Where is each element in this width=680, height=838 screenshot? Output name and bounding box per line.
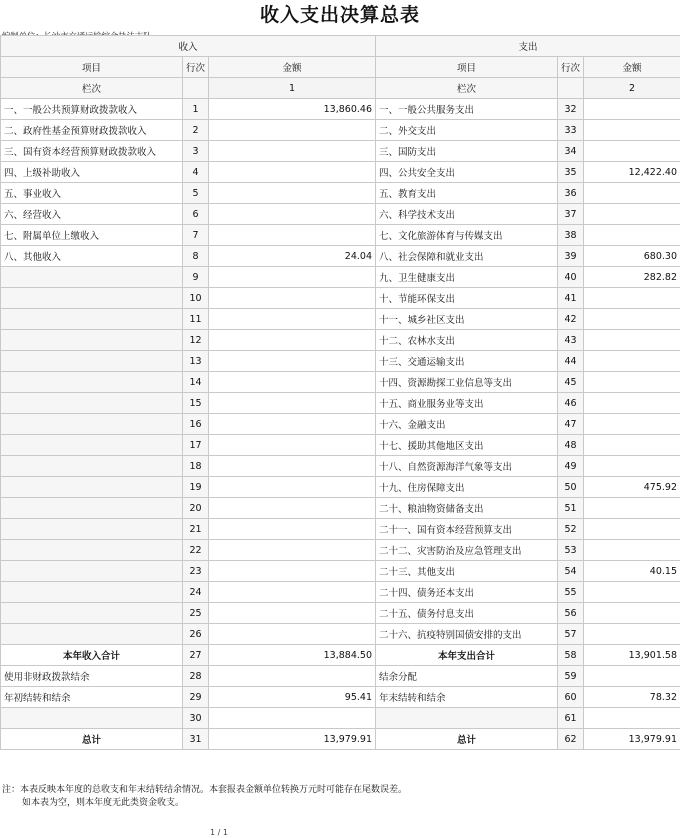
income-amount — [209, 477, 376, 498]
income-item — [1, 414, 183, 435]
income-rowno: 27 — [183, 645, 209, 666]
income-item — [1, 624, 183, 645]
expense-rowno: 34 — [558, 141, 584, 162]
expense-amount-header: 金额 — [584, 57, 680, 78]
expense-rowno: 36 — [558, 183, 584, 204]
expense-rowno: 43 — [558, 330, 584, 351]
income-amount — [209, 204, 376, 225]
income-item — [1, 561, 183, 582]
expense-item: 二十五、债务付息支出 — [376, 603, 558, 624]
expense-item: 七、文化旅游体育与传媒支出 — [376, 225, 558, 246]
income-rowno: 5 — [183, 183, 209, 204]
expense-item: 结余分配 — [376, 666, 558, 687]
income-amount — [209, 309, 376, 330]
table-row — [1, 666, 680, 687]
expense-rowno: 48 — [558, 435, 584, 456]
expense-rowno: 57 — [558, 624, 584, 645]
income-item: 七、附属单位上缴收入 — [1, 225, 183, 246]
income-item-header: 项目 — [1, 57, 183, 78]
expense-rowno-header: 行次 — [558, 57, 584, 78]
expense-rowno: 50 — [558, 477, 584, 498]
table-row — [1, 708, 680, 729]
expense-item: 十一、城乡社区支出 — [376, 309, 558, 330]
expense-amount — [584, 666, 680, 687]
income-col-blank — [183, 78, 209, 99]
income-header: 收入 — [1, 36, 376, 57]
table-row — [1, 225, 680, 246]
income-item — [1, 582, 183, 603]
income-amount — [209, 540, 376, 561]
income-rowno: 28 — [183, 666, 209, 687]
income-item: 使用非财政拨款结余 — [1, 666, 183, 687]
expense-amount — [584, 435, 680, 456]
expense-item-header: 项目 — [376, 57, 558, 78]
expense-item: 二十、粮油物资储备支出 — [376, 498, 558, 519]
income-amount — [209, 288, 376, 309]
income-rowno: 8 — [183, 246, 209, 267]
expense-item: 十三、交通运输支出 — [376, 351, 558, 372]
expense-amount — [584, 372, 680, 393]
table-row — [1, 330, 680, 351]
income-col-number: 1 — [209, 78, 376, 99]
income-amount — [209, 162, 376, 183]
expense-item: 二、外交支出 — [376, 120, 558, 141]
table-row — [1, 603, 680, 624]
expense-amount — [584, 393, 680, 414]
expense-amount: 13,901.58 — [584, 645, 680, 666]
expense-amount — [584, 582, 680, 603]
income-item: 一、一般公共预算财政拨款收入 — [1, 99, 183, 120]
income-rowno: 3 — [183, 141, 209, 162]
table-row — [1, 414, 680, 435]
footnote-1: 注：本表反映本年度的总收支和年末结转结余情况。本套报表金额单位转换万元时可能存在尾数误差。 — [2, 785, 408, 795]
expense-amount — [584, 603, 680, 624]
expense-item — [376, 708, 558, 729]
table-row — [1, 561, 680, 582]
expense-amount — [584, 414, 680, 435]
income-rowno: 13 — [183, 351, 209, 372]
table-row — [1, 393, 680, 414]
expense-item: 十二、农林水支出 — [376, 330, 558, 351]
income-rowno: 4 — [183, 162, 209, 183]
expense-rowno: 56 — [558, 603, 584, 624]
expense-amount — [584, 624, 680, 645]
expense-rowno: 59 — [558, 666, 584, 687]
income-amount — [209, 267, 376, 288]
expense-amount — [584, 120, 680, 141]
income-amount — [209, 582, 376, 603]
table-row — [1, 309, 680, 330]
income-item — [1, 498, 183, 519]
expense-rowno: 54 — [558, 561, 584, 582]
expense-amount: 475.92 — [584, 477, 680, 498]
summary-table — [0, 35, 680, 750]
income-amount — [209, 414, 376, 435]
income-amount — [209, 183, 376, 204]
expense-item: 年末结转和结余 — [376, 687, 558, 708]
income-item — [1, 435, 183, 456]
table-row — [1, 120, 680, 141]
expense-rowno: 60 — [558, 687, 584, 708]
header-row-colnums — [1, 78, 680, 99]
income-item — [1, 477, 183, 498]
expense-item: 十六、金融支出 — [376, 414, 558, 435]
expense-amount — [584, 330, 680, 351]
income-amount — [209, 624, 376, 645]
income-item: 二、政府性基金预算财政拨款收入 — [1, 120, 183, 141]
expense-amount — [584, 498, 680, 519]
expense-amount — [584, 225, 680, 246]
expense-rowno: 49 — [558, 456, 584, 477]
expense-item: 四、公共安全支出 — [376, 162, 558, 183]
expense-amount: 78.32 — [584, 687, 680, 708]
income-rowno: 15 — [183, 393, 209, 414]
income-amount — [209, 120, 376, 141]
expense-rowno: 53 — [558, 540, 584, 561]
income-amount — [209, 519, 376, 540]
expense-rowno: 61 — [558, 708, 584, 729]
income-rowno: 23 — [183, 561, 209, 582]
expense-rowno: 45 — [558, 372, 584, 393]
income-amount: 13,979.91 — [209, 729, 376, 750]
table-row — [1, 246, 680, 267]
expense-amount: 282.82 — [584, 267, 680, 288]
expense-header: 支出 — [376, 36, 680, 57]
table-row — [1, 456, 680, 477]
table-row — [1, 162, 680, 183]
income-col-label: 栏次 — [1, 78, 183, 99]
income-item — [1, 393, 183, 414]
income-item — [1, 456, 183, 477]
table-row — [1, 729, 680, 750]
expense-rowno: 62 — [558, 729, 584, 750]
income-item — [1, 540, 183, 561]
expense-rowno: 58 — [558, 645, 584, 666]
expense-item: 十七、援助其他地区支出 — [376, 435, 558, 456]
income-rowno: 12 — [183, 330, 209, 351]
income-rowno: 20 — [183, 498, 209, 519]
expense-rowno: 35 — [558, 162, 584, 183]
income-amount: 95.41 — [209, 687, 376, 708]
income-amount — [209, 225, 376, 246]
income-item — [1, 519, 183, 540]
income-item: 本年收入合计 — [1, 645, 183, 666]
expense-rowno: 33 — [558, 120, 584, 141]
expense-rowno: 44 — [558, 351, 584, 372]
income-item — [1, 603, 183, 624]
expense-item: 二十三、其他支出 — [376, 561, 558, 582]
expense-item: 二十四、债务还本支出 — [376, 582, 558, 603]
expense-item: 本年支出合计 — [376, 645, 558, 666]
expense-rowno: 37 — [558, 204, 584, 225]
expense-rowno: 55 — [558, 582, 584, 603]
table-row — [1, 99, 680, 120]
table-row — [1, 141, 680, 162]
income-amount — [209, 666, 376, 687]
table-row — [1, 183, 680, 204]
expense-item: 九、卫生健康支出 — [376, 267, 558, 288]
expense-item: 一、一般公共服务支出 — [376, 99, 558, 120]
expense-item: 十五、商业服务业等支出 — [376, 393, 558, 414]
income-item: 八、其他收入 — [1, 246, 183, 267]
expense-amount — [584, 183, 680, 204]
income-amount — [209, 141, 376, 162]
table-row — [1, 372, 680, 393]
expense-amount — [584, 456, 680, 477]
footnotes — [2, 784, 407, 810]
expense-item: 十、节能环保支出 — [376, 288, 558, 309]
table-row — [1, 204, 680, 225]
expense-item: 三、国防支出 — [376, 141, 558, 162]
table-row — [1, 687, 680, 708]
income-amount — [209, 393, 376, 414]
table-row — [1, 582, 680, 603]
expense-amount — [584, 708, 680, 729]
expense-rowno: 47 — [558, 414, 584, 435]
income-amount — [209, 435, 376, 456]
income-rowno: 14 — [183, 372, 209, 393]
income-rowno: 18 — [183, 456, 209, 477]
income-item — [1, 288, 183, 309]
expense-rowno: 51 — [558, 498, 584, 519]
expense-amount — [584, 351, 680, 372]
income-rowno: 21 — [183, 519, 209, 540]
table-row — [1, 645, 680, 666]
expense-item: 十九、住房保障支出 — [376, 477, 558, 498]
income-item — [1, 372, 183, 393]
income-rowno: 26 — [183, 624, 209, 645]
expense-item: 总计 — [376, 729, 558, 750]
income-amount-header: 金额 — [209, 57, 376, 78]
income-rowno: 17 — [183, 435, 209, 456]
expense-amount — [584, 540, 680, 561]
income-rowno: 22 — [183, 540, 209, 561]
income-item — [1, 351, 183, 372]
income-amount — [209, 708, 376, 729]
income-amount — [209, 498, 376, 519]
expense-rowno: 41 — [558, 288, 584, 309]
income-item — [1, 267, 183, 288]
expense-amount — [584, 309, 680, 330]
expense-rowno: 46 — [558, 393, 584, 414]
table-row — [1, 624, 680, 645]
income-amount: 13,860.46 — [209, 99, 376, 120]
header-row-columns — [1, 57, 680, 78]
expense-col-label: 栏次 — [376, 78, 558, 99]
income-rowno-header: 行次 — [183, 57, 209, 78]
expense-amount: 12,422.40 — [584, 162, 680, 183]
expense-item: 二十二、灾害防治及应急管理支出 — [376, 540, 558, 561]
income-rowno: 2 — [183, 120, 209, 141]
income-rowno: 25 — [183, 603, 209, 624]
table-row — [1, 267, 680, 288]
expense-item: 十四、资源勘探工业信息等支出 — [376, 372, 558, 393]
income-item — [1, 708, 183, 729]
income-rowno: 11 — [183, 309, 209, 330]
income-item — [1, 330, 183, 351]
expense-col-blank — [558, 78, 584, 99]
income-item: 四、上级补助收入 — [1, 162, 183, 183]
expense-amount — [584, 519, 680, 540]
income-rowno: 30 — [183, 708, 209, 729]
income-item: 总计 — [1, 729, 183, 750]
income-item: 六、经营收入 — [1, 204, 183, 225]
footnote-2: 如本表为空，则本年度无此类资金收支。 — [22, 798, 185, 808]
expense-rowno: 42 — [558, 309, 584, 330]
income-rowno: 1 — [183, 99, 209, 120]
page-number: 1 / 1 — [210, 828, 228, 837]
table-row — [1, 351, 680, 372]
income-item: 年初结转和结余 — [1, 687, 183, 708]
expense-item: 十八、自然资源海洋气象等支出 — [376, 456, 558, 477]
header-row-section — [1, 36, 680, 57]
page-title: 收入支出决算总表 — [259, 4, 420, 26]
income-rowno: 16 — [183, 414, 209, 435]
income-item — [1, 309, 183, 330]
income-rowno: 29 — [183, 687, 209, 708]
expense-item: 五、教育支出 — [376, 183, 558, 204]
expense-amount — [584, 99, 680, 120]
expense-amount: 40.15 — [584, 561, 680, 582]
expense-rowno: 38 — [558, 225, 584, 246]
expense-item: 六、科学技术支出 — [376, 204, 558, 225]
income-rowno: 6 — [183, 204, 209, 225]
income-rowno: 24 — [183, 582, 209, 603]
income-amount — [209, 603, 376, 624]
income-rowno: 10 — [183, 288, 209, 309]
expense-item: 八、社会保障和就业支出 — [376, 246, 558, 267]
expense-rowno: 39 — [558, 246, 584, 267]
expense-item: 二十六、抗疫特别国债安排的支出 — [376, 624, 558, 645]
income-amount — [209, 456, 376, 477]
income-amount: 13,884.50 — [209, 645, 376, 666]
income-item: 三、国有资本经营预算财政拨款收入 — [1, 141, 183, 162]
table-row — [1, 477, 680, 498]
expense-rowno: 40 — [558, 267, 584, 288]
income-amount — [209, 351, 376, 372]
table-row — [1, 498, 680, 519]
table-row — [1, 519, 680, 540]
expense-item: 二十一、国有资本经营预算支出 — [376, 519, 558, 540]
expense-amount — [584, 141, 680, 162]
table-row — [1, 540, 680, 561]
expense-rowno: 52 — [558, 519, 584, 540]
income-rowno: 19 — [183, 477, 209, 498]
income-rowno: 31 — [183, 729, 209, 750]
income-amount — [209, 330, 376, 351]
income-amount — [209, 561, 376, 582]
income-rowno: 9 — [183, 267, 209, 288]
expense-rowno: 32 — [558, 99, 584, 120]
expense-amount — [584, 204, 680, 225]
income-item: 五、事业收入 — [1, 183, 183, 204]
expense-amount: 13,979.91 — [584, 729, 680, 750]
income-rowno: 7 — [183, 225, 209, 246]
expense-amount — [584, 288, 680, 309]
income-amount — [209, 372, 376, 393]
expense-amount: 680.30 — [584, 246, 680, 267]
expense-col-number: 2 — [584, 78, 680, 99]
table-row — [1, 435, 680, 456]
table-row — [1, 288, 680, 309]
income-amount: 24.04 — [209, 246, 376, 267]
